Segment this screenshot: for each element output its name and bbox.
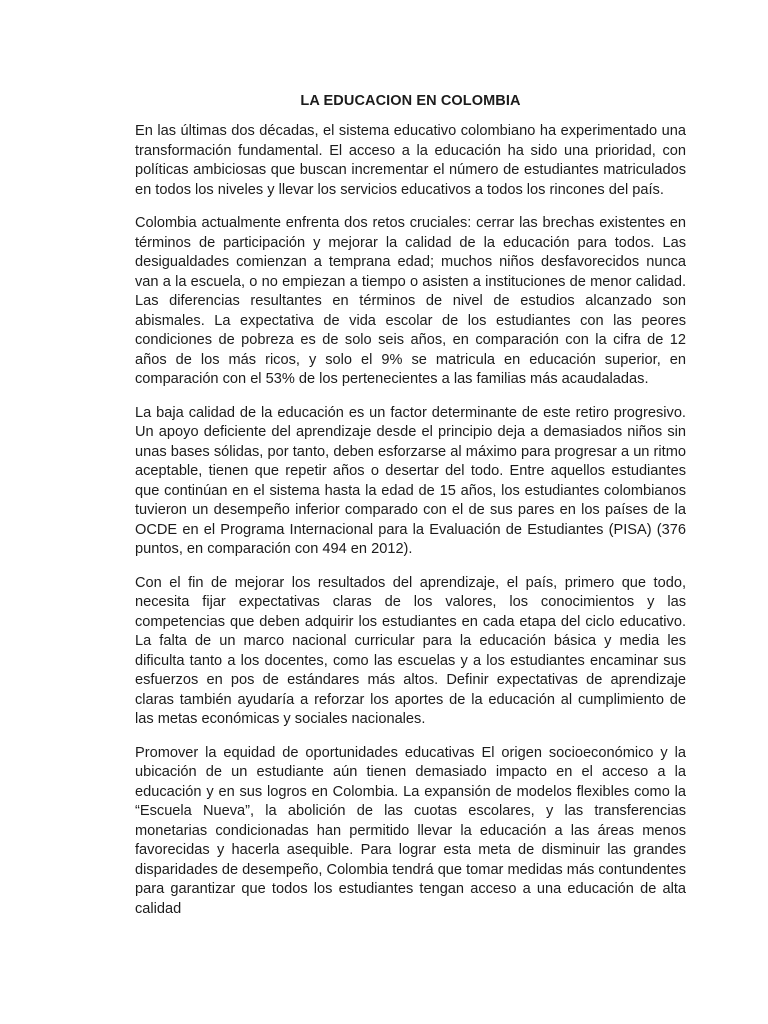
document-title: LA EDUCACION EN COLOMBIA <box>300 93 521 109</box>
paragraph-2: Colombia actualmente enfrenta dos retos cruciales: cerrar las brechas existentes en términos de participación y mejorar la calidad de la educación para todos. Las desigualdades comienzan a temprana edad; muchos niños desfavorecidos nunca van a la escuela, o no empiezan a tiempo o asisten a instituciones de menor calidad. Las diferencias resultantes en términos de nivel de estudios alcanzado son abismales. La expectativa de vida escolar de los estudiantes con las peores condiciones de pobreza es de solo seis años, en comparación con la cifra de 12 años de los más ricos, y solo el 9% se matricula en educación superior, en comparación con el 53% de los pertenecientes a las familias más acaudaladas. <box>135 215 686 387</box>
paragraph-3: La baja calidad de la educación es un factor determinante de este retiro progresivo. Un apoyo deficiente del aprendizaje desde el principio deja a demasiados niños sin unas bases sólidas, por tanto, deben esforzarse al máximo para progresar a un ritmo aceptable, tienen que repetir años o desertar del todo. Entre aquellos estudiantes que continúan en el sistema hasta la edad de 15 años, los estudiantes colombianos tuvieron un desempeño inferior comparado con el de sus pares en los países de la OCDE en el Programa Internacional para la Evaluación de Estudiantes (PISA) (376 puntos, en comparación con 494 en 2012). <box>135 404 686 557</box>
paragraph-1: En las últimas dos décadas, el sistema educativo colombiano ha experimentado una transformación fundamental. El acceso a la educación ha sido una prioridad, con políticas ambiciosas que buscan incrementar el número de estudiantes matriculados en todos los niveles y llevar los servicios educativos a todos los rincones del país. <box>135 123 686 198</box>
paragraph-5: Promover la equidad de oportunidades educativas El origen socioeconómico y la ubicación de un estudiante aún tienen demasiado impacto en el acceso a la educación y en sus logros en Colombia. La expansión de modelos flexibles como la “Escuela Nueva”, la abolición de las cuotas escolares, y las transferencias monetarias condicionadas han permitido llevar la educación a las áreas menos favorecidas y hacerla asequible. Para lograr esta meta de disminuir las grandes disparidades de desempeño, Colombia tendrá que tomar medidas más contundentes para garantizar que todos los estudiantes tengan acceso a una educación de alta calidad <box>135 744 686 917</box>
paragraph-4: Con el fin de mejorar los resultados del aprendizaje, el país, primero que todo, necesita fijar expectativas claras de los valores, los conocimientos y las competencias que deben adquirir los estudiantes en cada etapa del ciclo educativo. La falta de un marco nacional curricular para la educación básica y media les dificulta tanto a los docentes, como las escuelas y a los estudiantes encaminar sus esfuerzos en pos de estándares más altos. Definir expectativas de aprendizaje claras también ayudaría a reforzar los aportes de la educación al cumplimiento de las metas económicas y sociales nacionales. <box>135 574 686 727</box>
